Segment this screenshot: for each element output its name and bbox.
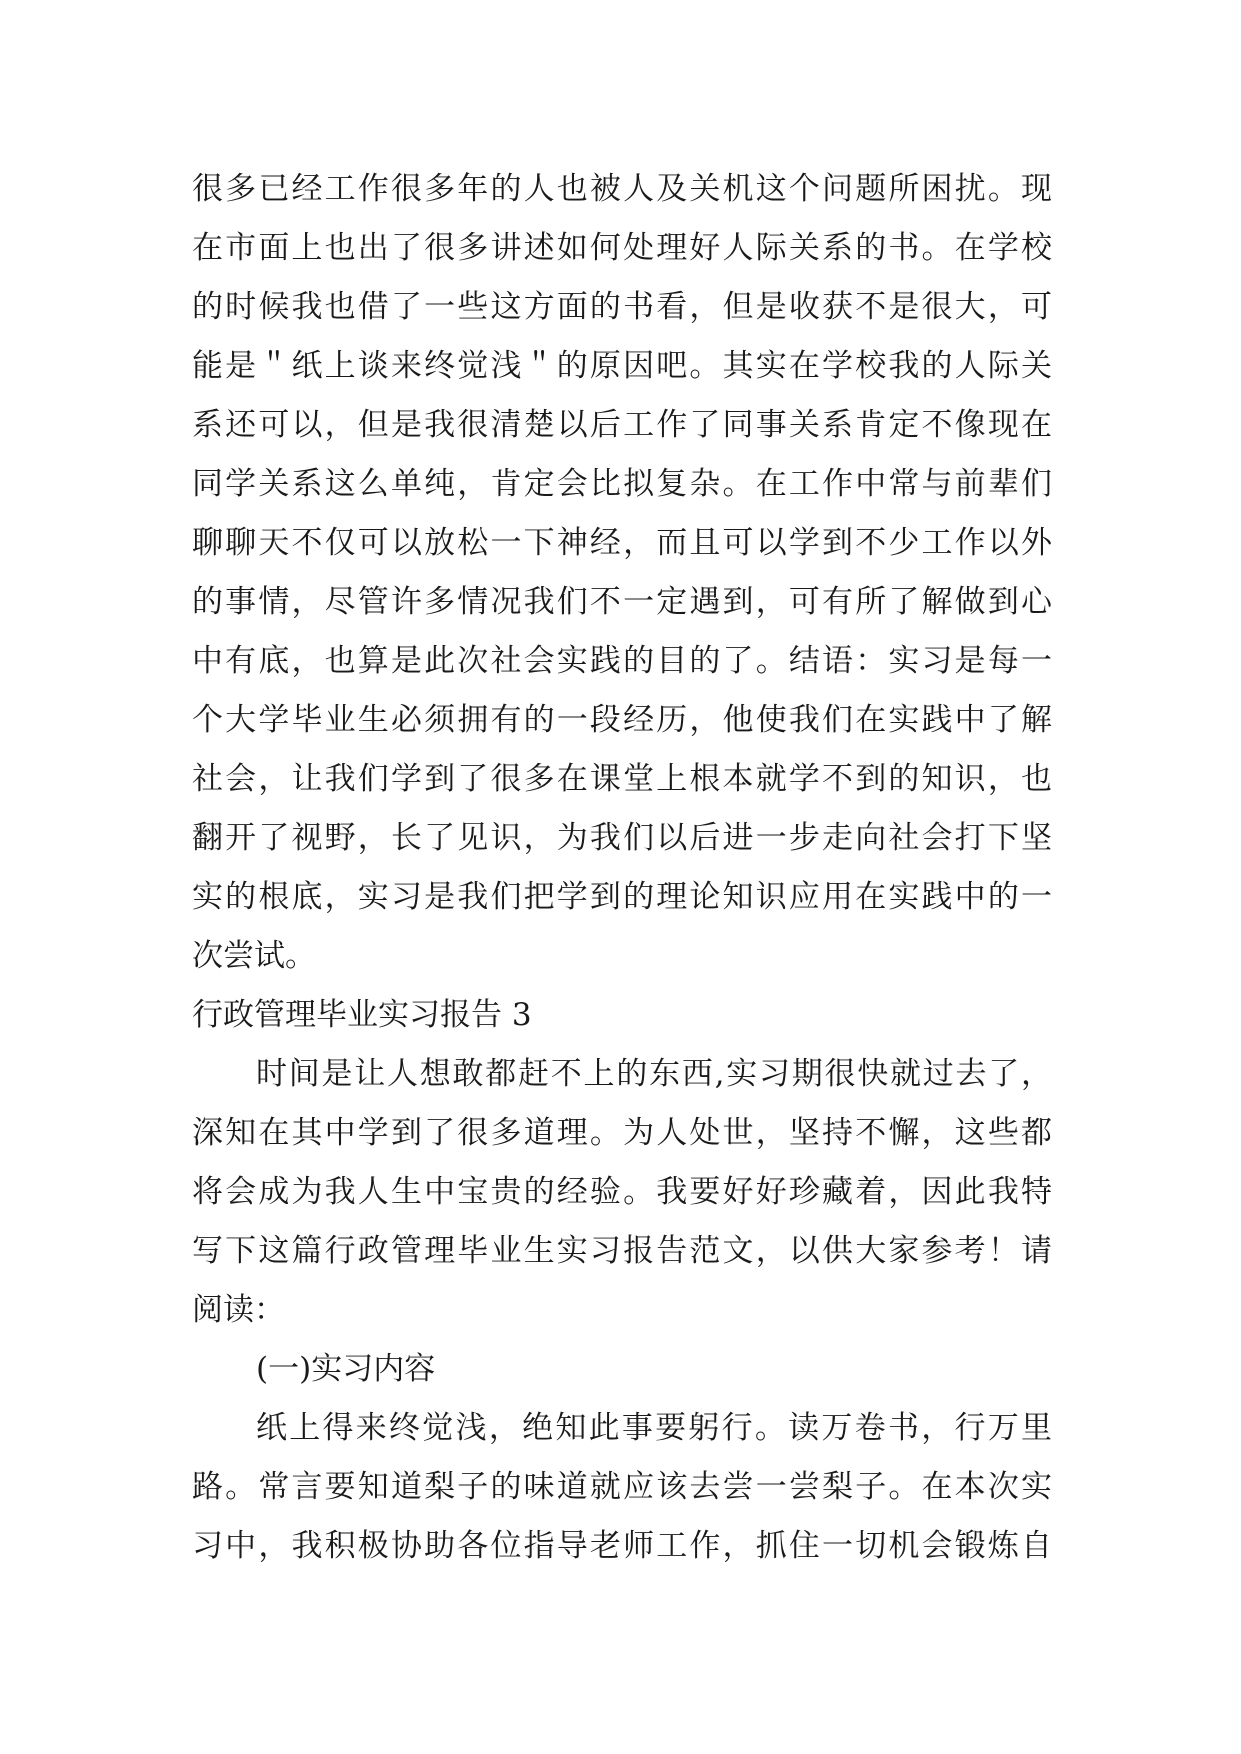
paragraph-line: 中有底，也算是此次社会实践的目的了。结语：实习是每一: [192, 643, 1052, 679]
paragraph-line: 在市面上也出了很多讲述如何处理好人际关系的书。在学校: [192, 230, 1052, 266]
paragraph-line: 社会，让我们学到了很多在课堂上根本就学不到的知识，也: [192, 761, 1052, 797]
paragraph-line: 能是＂纸上谈来终觉浅＂的原因吧。其实在学校我的人际关: [192, 348, 1052, 384]
paragraph-line: 的事情，尽管许多情况我们不一定遇到，可有所了解做到心: [192, 584, 1052, 620]
section-title: 行政管理毕业实习报告 3: [192, 997, 532, 1033]
paragraph-line: 阅读：: [192, 1292, 285, 1328]
paragraph-line: 深知在其中学到了很多道理。为人处世，坚持不懈，这些都: [192, 1115, 1052, 1151]
paragraph-line: 写下这篇行政管理毕业生实习报告范文，以供大家参考！请: [192, 1233, 1052, 1269]
paragraph-line: 路。常言要知道梨子的味道就应该去尝一尝梨子。在本次实: [192, 1469, 1052, 1505]
subheading: (一)实习内容: [256, 1351, 436, 1387]
paragraph-line: 将会成为我人生中宝贵的经验。我要好好珍藏着，因此我特: [192, 1174, 1052, 1210]
paragraph-line: 的时候我也借了一些这方面的书看，但是收获不是很大，可: [192, 289, 1052, 325]
paragraph-line: 次尝试。: [192, 938, 316, 974]
paragraph-line: 同学关系这么单纯，肯定会比拟复杂。在工作中常与前辈们: [192, 466, 1052, 502]
paragraph-line: 很多已经工作很多年的人也被人及关机这个问题所困扰。现: [192, 171, 1052, 207]
document-body: [192, 160, 1052, 1576]
paragraph-line: 实的根底，实习是我们把学到的理论知识应用在实践中的一: [192, 879, 1052, 915]
paragraph-line: 纸上得来终觉浅，绝知此事要躬行。读万卷书，行万里: [256, 1410, 1052, 1446]
paragraph-line: 翻开了视野，长了见识，为我们以后进一步走向社会打下坚: [192, 820, 1052, 856]
paragraph-line: 聊聊天不仅可以放松一下神经，而且可以学到不少工作以外: [192, 525, 1052, 561]
paragraph-line: 习中，我积极协助各位指导老师工作，抓住一切机会锻炼自: [192, 1528, 1052, 1564]
paragraph-line: 系还可以，但是我很清楚以后工作了同事关系肯定不像现在: [192, 407, 1052, 443]
paragraph-line: 个大学毕业生必须拥有的一段经历，他使我们在实践中了解: [192, 702, 1052, 738]
paragraph-line: 时间是让人想敢都赶不上的东西,实习期很快就过去了，: [256, 1056, 1052, 1092]
